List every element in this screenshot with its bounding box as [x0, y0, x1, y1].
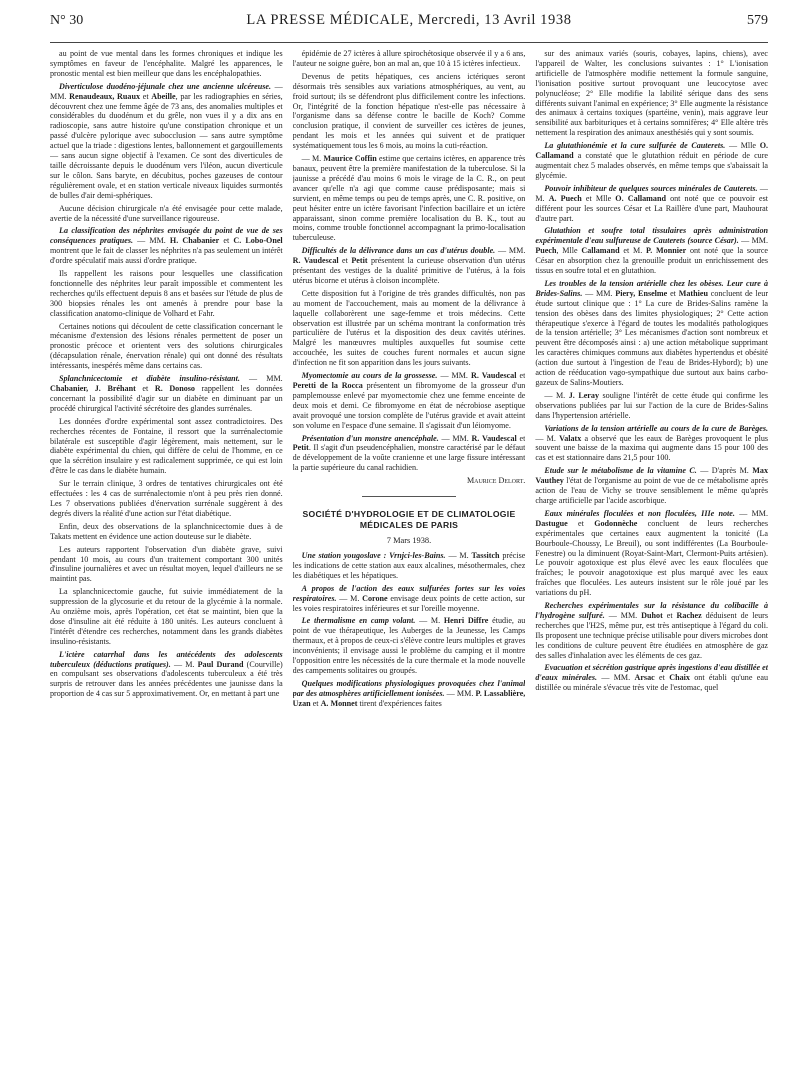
author-name: Corone: [362, 593, 388, 603]
article-entry: [535, 424, 768, 464]
author-name: Puech: [535, 246, 557, 256]
section-title: Etude sur le métabolisme de la vitamine C.: [544, 466, 697, 476]
author-name: Henri Diffre: [443, 616, 489, 626]
author-name: Duhot: [641, 610, 663, 620]
body-text: Aucune décision chirurgicale n'a été envisagée pour cette malade, avertie de la nécessité d'une surveillance rigoureuse.: [50, 203, 283, 223]
author-name: R. Vaudescal: [292, 256, 339, 266]
author-name: Valatx: [559, 433, 582, 443]
journal-title: LA PRESSE MÉDICALE, Mercredi, 13 Avril 1938: [246, 12, 572, 28]
paragraph: [293, 49, 526, 69]
author-name: Max Vauthey: [535, 466, 768, 486]
body-text: — M.: [535, 183, 768, 203]
paragraph: [50, 545, 283, 585]
body-text: . Il s'agit d'un pseudencéphalien, monstre caractérisé par le défaut de développement de la voûte cranienne et une large fissure intéressant la partie supérieure du canal rachidien.: [292, 443, 526, 473]
body-text: — M.: [445, 550, 472, 560]
author-name: Maurice Coffin: [323, 154, 377, 164]
body-text: et: [338, 256, 352, 266]
body-text: et: [516, 433, 526, 443]
body-text: présentent un fibromyome de la grosseur d'un pamplemousse enlevé par myomectomie chez une femme enceinte de deux mois et demi. Ce fibromyome en état de nécrobiose aseptique avait provoqué une torsion complète de l'utérus gravide et avait atteint son volume en l'espace d'une semaine. Il s'agissait d'un léiomyome.: [292, 381, 526, 430]
paragraph: [50, 49, 283, 79]
column-3: [535, 49, 768, 1079]
body-text: — MM.: [437, 371, 471, 381]
body-text: ont noté que ce pouvoir est différent pour les sources César et La Raillère d'une part, Mauhourat d'autre part.: [535, 193, 768, 223]
author-name: O. Callamand: [535, 141, 768, 161]
paragraph: [50, 587, 283, 646]
body-text: concluent de leur étude surtout clinique que : 1° La cure de Brides-Salins ramène la tension des obèses dans des limites physiologiques; 2° Cette action thérapeutique s'exerce à l'égard de toutes les modalités pathologiques de la tension artérielle; 3° Les mécanismes d'action sont nombreux et peuvent être décomposés ainsi : a) une action métabolique supprimant les caractères chimiques communs aux diabètes hypertendus et obésité (action due surtout à l'ingestion de l'eau de Brides-Hybord); b) une action de rééducation vago-sympathique due surtout aux bains carbo-gazeux de Salins-Moutiers.: [535, 288, 768, 387]
body-text: et: [135, 384, 155, 393]
body-text: — MM.: [604, 610, 642, 620]
body-text: a observé que les eaux de Barèges provoquent le plus souvent une baisse de la maxima qui augmente dans 15 pour 100 des cas et est stationnaire dans 21,5 pour 100.: [535, 433, 768, 463]
body-text: souligne l'intérêt de cette étude qui confirme les observations publiées par lui sur l'action de la cure de Brides-Salins dans l'hypertension artérielle.: [535, 390, 768, 420]
body-text: et: [662, 610, 677, 620]
body-text: Devenus de petits hépatiques, ces anciens ictériques seront désormais très sensibles aux variations atmosphériques, au vent, au froid surtout; ils se défendront plus difficilement contre les infections. Or, l'intégrité de la fonction hépatique n'est-elle pas nécessaire à l'organisme dans sa défense contre le bacille de Koch? Comme conclusion pratique, il convient de surveiller ces ictères de jeunes, pendant les mois et les années qui suivent et de pratiquer systématiquement tous les 6 mois, au moins la cuti-réaction.: [292, 71, 526, 151]
author-name: A. Monnet: [320, 698, 358, 708]
article-entry: [535, 226, 768, 276]
article-entry: [535, 141, 768, 181]
body-text: — MM.: [239, 374, 283, 384]
society-heading: SOCIÉTÉ D'HYDROLOGIE ET DE CLIMATOLOGIE MÉDICALES DE PARIS: [302, 509, 516, 531]
author-name: H. Chabanier: [169, 236, 220, 246]
paragraph: [50, 204, 283, 224]
article-entry: [293, 584, 526, 614]
body-text: estime que certains ictères, en apparence très banaux, peuvent être la première manifestation de la tuberculose. Si la jaunisse a précédé d'au moins 6 mois le virage de la C. R., on peut avancer qu'elle n'a agi que comme cause prédisposante; mais si survient, en même temps ou peu de temps après, une C. R. positive, on peut hésiter entre un ictère favorisant l'infection bacillaire et un ictère apparaissant, sinon comme première localisation du B. K., tout au moins, comme trouble fonctionnel accompagnant la primo-localisation tuberculeuse.: [292, 154, 526, 243]
author-name: Petit: [292, 443, 309, 453]
column-1: [50, 49, 283, 1079]
author-name: Arsac: [634, 673, 655, 683]
issue-number: N° 30: [50, 13, 84, 28]
author-name: P. Lassablière, Uzan: [292, 688, 526, 708]
body-text: — MM.: [133, 236, 170, 246]
section-title: Une station yougoslave : Vrnjci-les-Bains.: [301, 550, 446, 560]
author-name: R. Vaudescal: [471, 433, 517, 443]
body-text: — M: [725, 141, 748, 151]
body-text: envisage deux points de cette action, sur les voies respiratoires inférieures et sur l'oreille moyenne.: [292, 593, 526, 613]
article-entry: [535, 509, 768, 598]
author-name: Godonnèche: [594, 518, 638, 528]
body-text: — D'après M.: [696, 466, 753, 476]
body-text: déduisent de leurs recherches que l'H2S, même pur, est très antiseptique à l'égard du coli. Ils proposent une technique précise utilisable pour divers microbes dont les conditions de culture peuvent être étudiées en atmosphère de gaz des salles d'inhalation avec les éléments de ces gaz.: [535, 610, 768, 660]
body-text: — MM.: [582, 288, 616, 298]
section-title: Splanchnicectomie et diabète insulino-résistant.: [59, 374, 240, 384]
body-text: sur des animaux variés (souris, cobayes, lapins, chiens), avec l'appareil de Walter, les conclusions suivantes : 1° L'ionisation artificielle de l'atmosphère modifie nettement la formule sanguine, l'ionisation positive surtout provoquant une leucocytose avec polynucléose; 2° Elle modifie la labilité sérique dans des sens différents suivant l'animal en expérience; 3° Elle augmente la résistance des animaux à certains toxiques (spartéine, venin), mais aggrave leur sensibilité aux barbituriques et à certains somnifères; 4° Elle altère très nettement la respiration des animaux anesthésiés qui y sont soumis.: [535, 49, 768, 138]
body-text: et Mlle: [581, 193, 616, 203]
section-title: Myomectomie au cours de la grossesse.: [301, 371, 438, 381]
body-text: Les auteurs rapportent l'observation d'un diabète grave, suivi pendant 10 mois, au cours d'un traitement comportant 300 unités d'insuline journalières et avec un résultat moyen, lequel d'ailleurs ne se maintint pas.: [50, 544, 283, 584]
author-name: Piery, Enselme: [615, 288, 668, 298]
article-entry: [535, 184, 768, 224]
body-text: présentent la curieuse observation d'un utérus présentant des vestiges de la dualité primitive de l'utérus, à la fois utérus bicorne et utérus à cloison incomplète.: [292, 256, 526, 285]
section-title: L'ictère catarrhal dans les antécédents des adolescents tuberculeux (déductions pratiques).: [50, 649, 283, 669]
body-text: , Mlle: [556, 246, 582, 256]
section-title: La classification des néphrites envisagée du point de vue de ses conséquences pratiques.: [50, 226, 283, 246]
article-entry: [293, 246, 526, 286]
author-name: Peretti de la Rocca: [292, 381, 363, 390]
body-text: — MM.: [495, 246, 526, 256]
body-text: — M.: [170, 659, 198, 669]
body-text: montrent que le fait de classer les néphrites n'a pas seulement un intérêt d'ordre spéculatif mais aussi d'ordre pratique.: [50, 246, 283, 266]
body-text: — MM.: [738, 236, 768, 246]
body-text: Les données d'ordre expérimental sont assez contradictoires. Des recherches récentes de Fontaine, il ressort que la surrénalectomie bilatérale est susceptible d'agir légèrement, mais nettement, sur le diabète expérimental du chien, qui diffère de celui de l'homme, en ce que la sécrétion insulaire y est radicalement supprimée, ce qui est loin d'être le cas dans le diabète humain.: [50, 416, 283, 476]
article-entry: [293, 679, 526, 709]
article-entry: [535, 279, 768, 388]
author-name: Callamand: [581, 246, 620, 256]
article-entry: [293, 434, 526, 474]
body-text: au point de vue mental dans les formes chroniques et indique les symptômes en faveur de l'encéphalite. Malgré les apparences, le pronostic mental est bien meilleur que dans les encéphalopathies.: [50, 49, 283, 78]
article-entry: [293, 616, 526, 675]
body-text: et: [567, 518, 595, 528]
body-text: La splanchnicectomie gauche, fut suivie immédiatement de la suppression de la glycosurie et du retour de la glycémie à la normale. Au onzième mois, après l'opération, cet état se maintint, bien que la dose d'insuline ait été réduite à 180 unités. Les auteurs concluent à l'intérêt d'étendre ces recherches, notamment dans les grands diabètes insulino-résistants.: [50, 587, 283, 646]
section-title: Diverticulose duodéno-jéjunale chez une ancienne ulcéreuse.: [59, 81, 272, 91]
author-name: Tassitch: [471, 550, 500, 560]
paragraph: [293, 289, 526, 368]
body-text: précise les indications de cette station aux eaux alcalines, mésothermales, chez les diabétiques et les hépatiques.: [292, 550, 526, 580]
signature: Maurice Delort.: [466, 476, 526, 486]
body-text: et: [654, 673, 670, 683]
body-text: tirent d'expériences faites: [357, 698, 442, 708]
section-divider: [362, 496, 455, 497]
page-number: 579: [747, 13, 768, 28]
body-text: — M.: [544, 390, 569, 400]
body-text: et: [310, 698, 321, 708]
paragraph: [50, 417, 283, 476]
author-name: Rachez: [676, 610, 702, 620]
author-name: R. Vaudescal: [470, 371, 517, 381]
body-text: — M.: [415, 616, 444, 626]
author-name: Abeille: [151, 91, 176, 101]
author-name: Chabanier, J. Bréhant: [50, 384, 136, 393]
article-entry: [50, 650, 283, 700]
section-title: Présentation d'un monstre anencéphale.: [301, 433, 439, 443]
body-text: étudie, au point de vue thérapeutique, les Auberges de la Jeunesse, les Camps thermaux, et à propos de ceux-ci s'élève contre leurs multiples et graves inconvénients; il envisage aussi le problème du camping et il montre l'opposition entre les nécessités de la cure thermale et la mode nouvelle des campements solitaires ou groupés.: [292, 616, 526, 675]
section-title: Le thermalisme en camp volant.: [301, 616, 416, 626]
author-name: Dastugue: [535, 518, 568, 528]
body-text: — MM.: [50, 81, 283, 101]
body-text: et: [219, 236, 234, 246]
section-title: Difficultés de la délivrance dans un cas d'utérus double.: [301, 246, 496, 256]
body-text: Sur le terrain clinique, 3 ordres de tentatives chirurgicales ont été effectuées : les 4 cas de surrénalectomie n'ont à peu près rien donné. Les 7 observations publiées d'énervation surrénale suggèrent à des degrés divers la réalité d'une action sur l'état diabétique.: [50, 479, 283, 518]
paragraph: [50, 322, 283, 372]
section-title: Evacuation et sécrétion gastrique après ingestions d'eau distillée et d'eaux minérales.: [535, 663, 768, 683]
body-text: , par les radiographies en séries, découvrent chez une femme âgée de 73 ans, des anomalies multiples et considérables du duodénum et du grêle, non vues il y a dix ans en radioscopie, sans autre histoire qu'une constipation chronique et un passé d'ulcère pylorique avec subocclusion — sans autre symptôme actuel que la triade : digestions lentes, ballonnement et gargouillements — sans aucun signe objectif à l'examen. Ce sont des diverticules de taille décroissante depuis le duodénum vers l'iléon, aucun diverticule sur le côlon. Sans baryte, en décubitus, poches gazeuses de contour régulièrement ovale, et en station verticale niveaux liquides surmontés de bulles d'air demi-sphériques.: [50, 91, 283, 200]
article-entry: [293, 371, 526, 430]
column-2: [293, 49, 526, 1079]
body-text: Enfin, deux des observations de la splanchnicectomie dues à de Takats mettent en évidence une action douteuse sur le diabète.: [50, 521, 283, 541]
body-text: — MM.: [734, 508, 768, 518]
paragraph: [50, 522, 283, 542]
body-text: ont établi qu'une eau distillée ou minérale s'évacue très vite de l'estomac, quel: [535, 673, 768, 693]
article-entry: [50, 82, 283, 201]
session-date: 7 Mars 1938.: [386, 536, 432, 546]
paragraph: [293, 72, 526, 151]
body-text: et: [140, 91, 152, 101]
section-title: Recherches expérimentales sur la résistance du colibacille à l'hydrogène sulfuré.: [535, 601, 768, 620]
article-entry: [535, 663, 768, 693]
body-text: — M.: [336, 593, 363, 603]
body-text: ont noté que la source César en absorption chez la grenouille produit un enrichissement des tissus en soufre total et en glutathion.: [535, 246, 768, 276]
body-text: rappellent les données concernant la possibilité d'agir sur un diabète en diminuant par un procédé chirurgical l'activité sécrétoire des glandes surrénales.: [50, 384, 283, 413]
author-name: Renaudeaux, Ruaux: [69, 91, 141, 101]
paragraph: [535, 391, 768, 421]
paragraph: [293, 154, 526, 243]
section-title: Les troubles de la tension artérielle chez les obèses. Leur cure à Brides-Salins.: [535, 278, 768, 298]
body-text: et: [516, 371, 526, 381]
body-text: Certaines notions qui découlent de cette classification concernant le mécanisme d'extension des lésions rénales permettent de poser un pronostic précoce et orientent vers des solutions chirurgicales (décapsulation rénale, énervation rénale) qui ont donné des résultats intéressants, inespérés même dans certains cas.: [50, 321, 283, 371]
page-header: [50, 12, 768, 43]
section-title: Eaux minérales floculées et non floculées, IIIe note.: [544, 508, 735, 518]
body-text: (Courville) en compulsant ses observations d'adolescents tuberculeux a été très surpris de retrouver dans les années précédentes une jaunisse dans la proportion de 4 cas sur 5 approximativement. Or, en mettant à part une: [50, 659, 283, 699]
section-title: Pouvoir inhibiteur de quelques sources minérales de Cauterets.: [544, 183, 758, 193]
body-text: et: [667, 288, 679, 298]
body-text: — MM.: [438, 433, 472, 443]
author-name: P. Monnier: [646, 246, 687, 256]
body-text: — MM.: [444, 688, 476, 698]
body-text: Ils rappellent les raisons pour lesquelles une classification fonctionnelle des néphrites leur paraît impossible et commentent les recherches qu'ils effectuent depuis 8 ans et basées sur l'étude de plus de 300 biopsies rénales les ont amenés à prendre pour base la classification anatomo-clinique de Volhard et Fahr.: [50, 269, 283, 318]
author-name: R. Donoso: [154, 384, 195, 393]
section-title: La glutathionémie et la cure sulfurée de Cauterets.: [544, 141, 726, 151]
paragraph: [535, 49, 768, 138]
section-title: A propos de l'action des eaux sulfurées fortes sur les voies respiratoires.: [292, 583, 526, 603]
article-entry: [535, 601, 768, 660]
article-entry: [50, 226, 283, 266]
section-title: Variations de la tension artérielle au cours de la cure de Barèges.: [544, 423, 768, 433]
body-text: a constaté que le glutathion réduit en période de cure augmentait chez 5 malades observés, en même temps que s'abaissait la glycémie.: [535, 151, 768, 180]
article-entry: [293, 551, 526, 581]
paragraph: [50, 269, 283, 319]
body-text: — MM.: [597, 673, 635, 683]
body-text: — M.: [301, 154, 324, 164]
body-text: — M.: [535, 433, 560, 443]
author-name: Petit: [351, 256, 368, 266]
body-text: l'état de l'organisme au point de vue de ce métabolisme après action de l'eau de Vichy se trouve sensiblement le même qu'après charge artificielle par l'acide ascorbique.: [535, 476, 768, 505]
body-text: concluent de leurs recherches expérimentales que certaines eaux augmentent la tonicité (La Bourboule-Choussy, Le Breuil), ou sont indifférentes (La Bourboule-Fenestre) ou la diminuent (Royat-Saint-Mart, Clermont-Puits artésien). Le pouvoir agotoxique est plus élevé avec les eaux floculées que fraîches; le pouvoir anagotoxique est plus marqué avec les eaux fraîches que floculées. Les auteurs insistent sur le rôle joué par les variations du pH.: [535, 518, 768, 598]
text-columns: [50, 49, 768, 1079]
article-entry: [50, 374, 283, 414]
body-text: Cette disposition fut à l'origine de très grandes difficultés, non pas au moment de l'accouchement, mais au moment de la délivrance à laquelle collaborèrent une sage-femme et trois médecins. Cette observation est illustrée par un schéma montrant la conformation très particulière de l'utérus et la disposition des deux cavités utérines. Malgré les manœuvres multiples auxquelles fut soumise cette accouchée, les suites de couches furent normales et aucun signe d'infection ne fit son apparition dans les jours suivants.: [292, 288, 526, 368]
author-name: C. Lobo-Onel: [233, 236, 283, 246]
section-title: Quelques modifications physiologiques provoquées chez l'animal par des atmosphères artificiellement ionisées.: [292, 678, 526, 698]
paragraph: [50, 479, 283, 519]
author-name: Mathieu: [678, 288, 708, 298]
author-name: A. Puech: [548, 193, 582, 203]
author-name: J. Leray: [568, 390, 599, 400]
article-entry: [535, 466, 768, 506]
section-title: Glutathion et soufre total tissulaires après administration expérimentale d'eau sulfureuse de Cauterets (source César).: [535, 226, 768, 246]
author-name: Chaix: [669, 673, 690, 683]
body-text: épidémie de 27 ictères à allure spirochétosique observée il y a 6 ans, l'auteur ne soigne guère, bon an mal an, que 10 à 15 ictères infectieux.: [292, 49, 526, 68]
body-text: lle: [747, 141, 757, 151]
author-name: Paul Durand: [197, 659, 244, 669]
author-name: O. Callamand: [615, 193, 666, 203]
body-text: et M.: [619, 246, 647, 256]
